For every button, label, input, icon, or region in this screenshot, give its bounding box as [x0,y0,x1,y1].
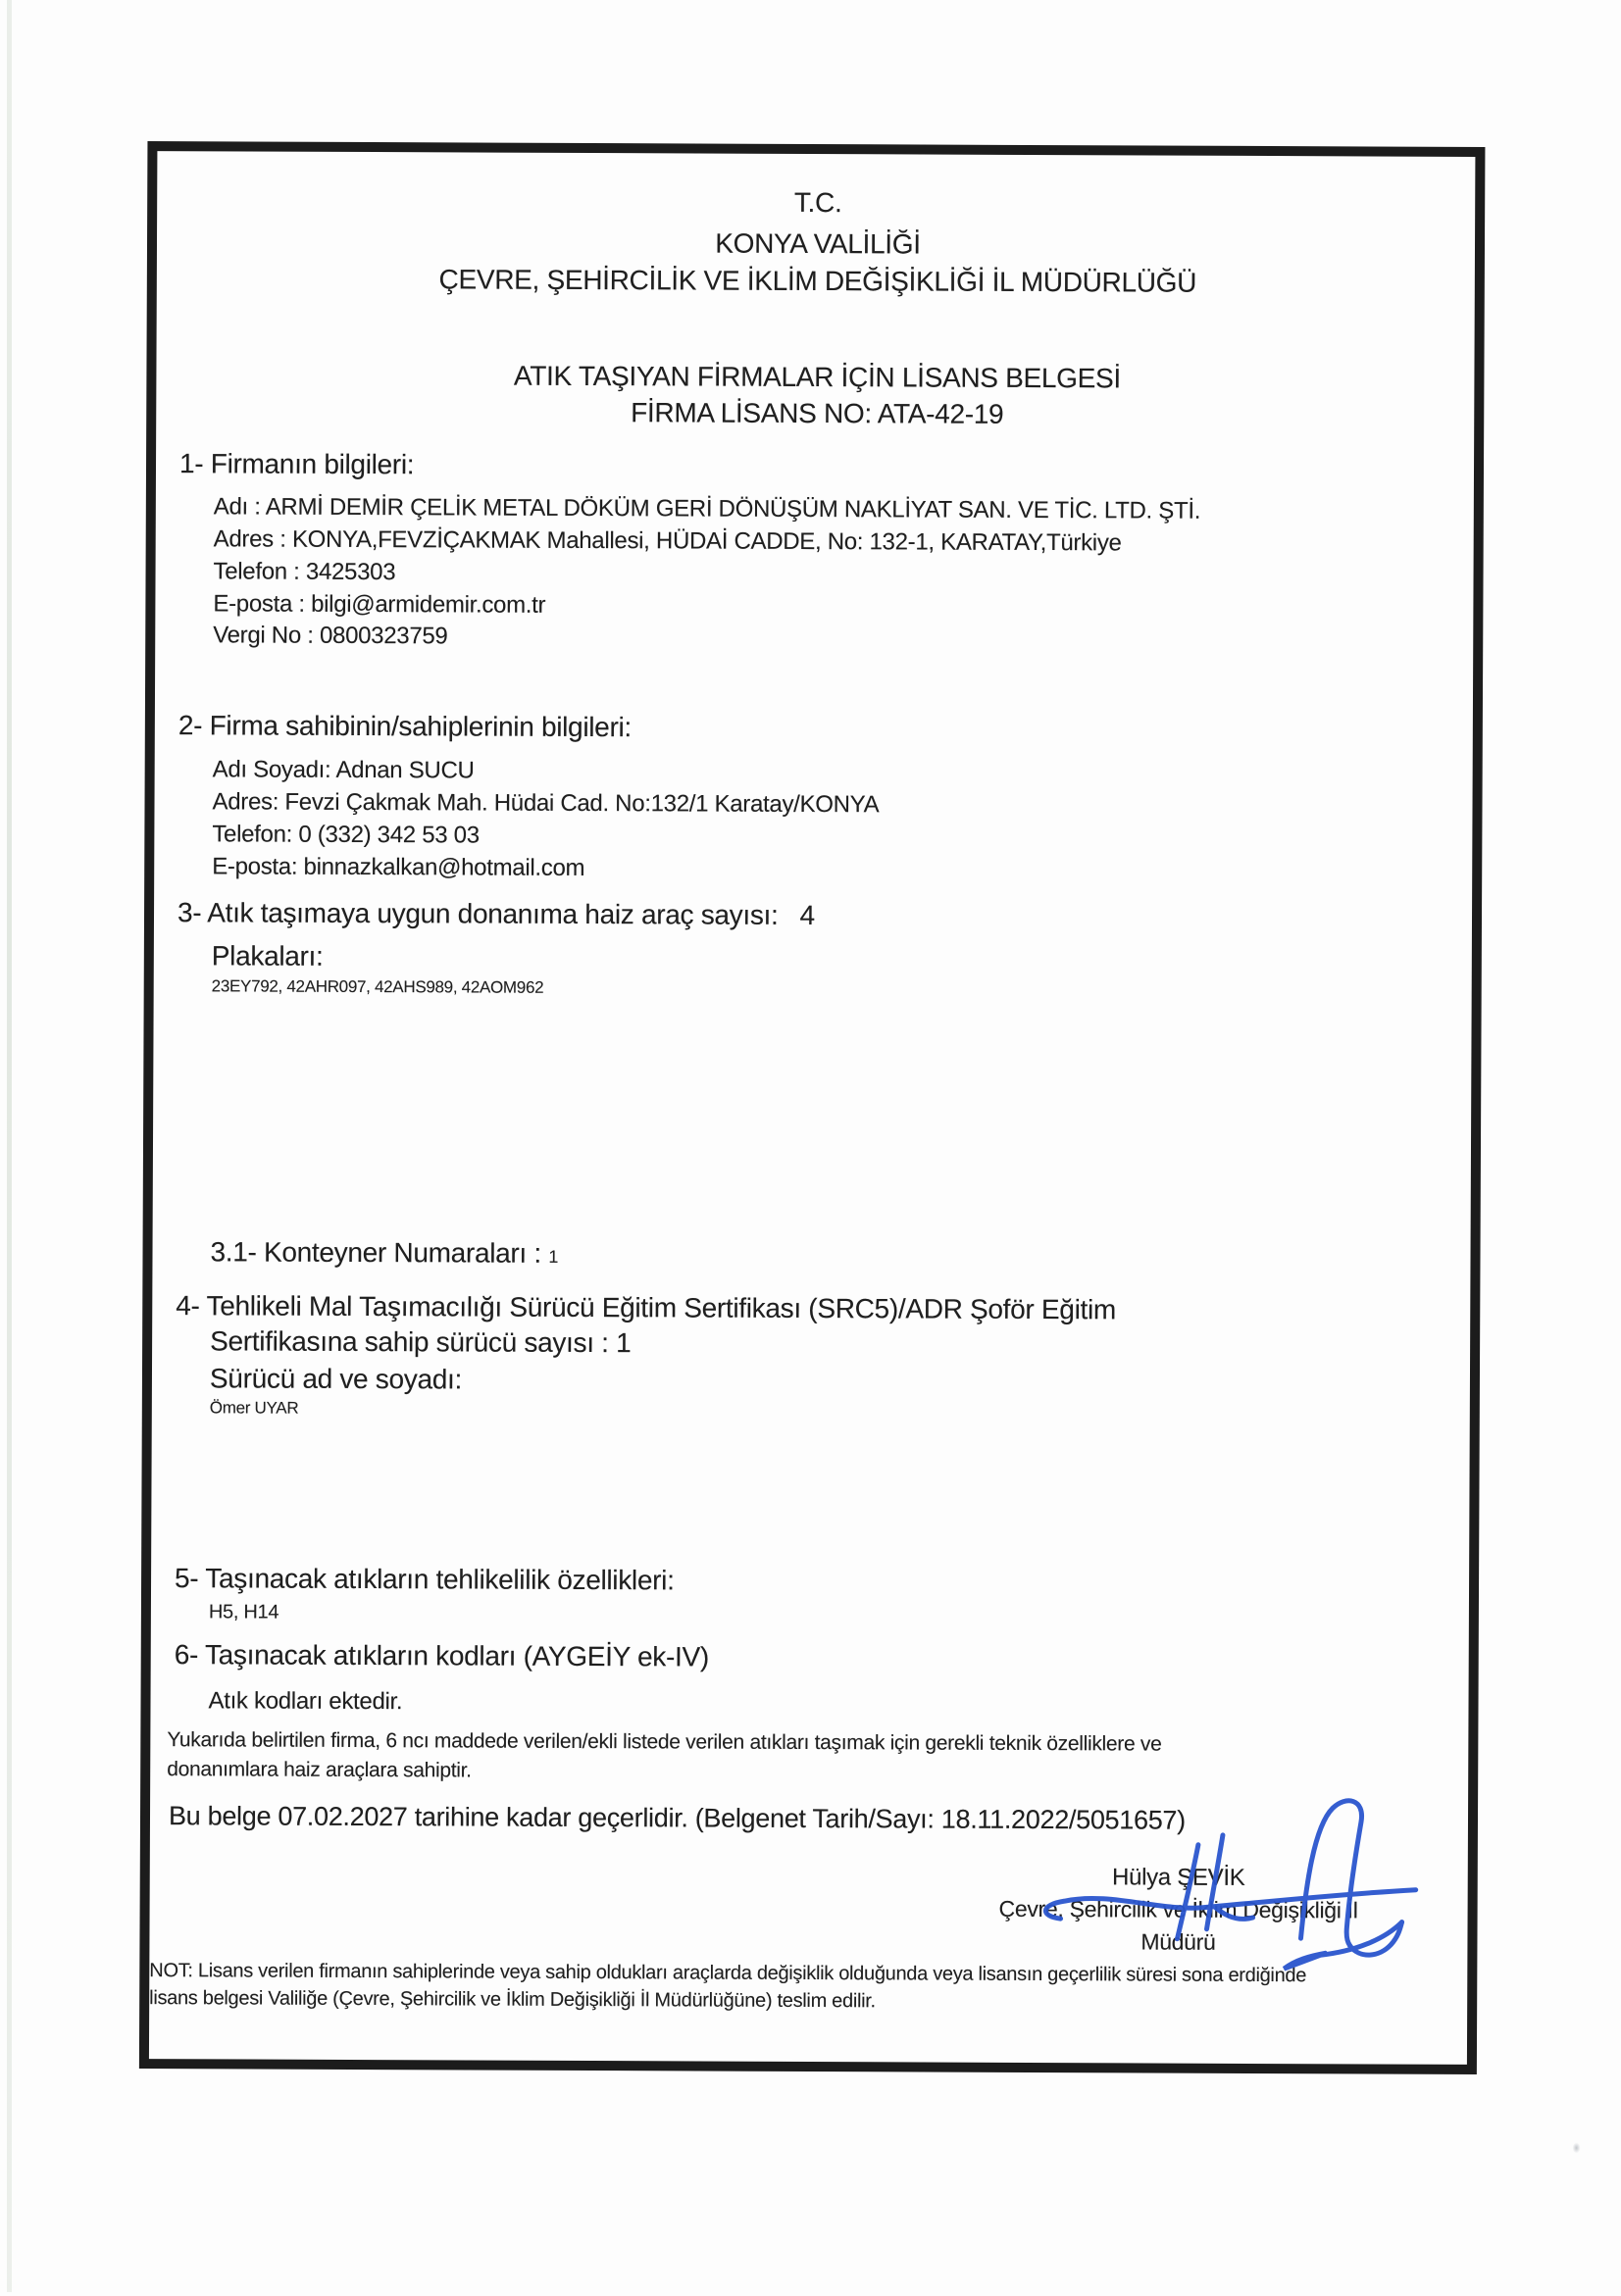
header-country: T.C. [793,186,842,219]
section6-heading: 6- Taşınacak atıkların kodları (AYGEİY ek-IV) [174,1639,709,1672]
scan-speck [1573,2142,1581,2153]
header-directorate: ÇEVRE, ŞEHİRCİLİK VE İKLİM DEĞİŞİKLİĞİ İL MÜDÜRLÜĞÜ [438,264,1197,298]
vehicle-count: 4 [799,899,815,931]
license-number-line: FİRMA LİSANS NO: ATA-42-19 [631,397,1004,429]
statement-line1: Yukarıda belirtilen firma, 6 ncı maddede verilen/ekli listede verilen atıkları taşımak için gerekli teknik özelliklere ve [167,1728,1162,1756]
container-count: 1 [548,1246,559,1267]
company-address: Adres : KONYA,FEVZİÇAKMAK Mahallesi, HÜDAİ CADDE, No: 132-1, KARATAY,Türkiye [213,525,1122,557]
section4-heading-line2: Sertifikasına sahip sürücü sayısı : 1 [210,1325,632,1359]
section1-heading: 1- Firmanın bilgileri: [178,448,415,480]
signature-ink [982,1791,1434,1974]
waste-codes-note: Atık kodları ektedir. [208,1687,403,1716]
company-phone: Telefon : 3425303 [213,558,396,586]
header-governorship: KONYA VALİLİĞİ [715,227,921,260]
section3-heading-text: 3- Atık taşımaya uygun donanıma haiz araç sayısı: [177,897,779,930]
driver-label: Sürücü ad ve soyadı: [209,1363,463,1395]
signer-name: Hülya ŞEVİK [1111,1864,1245,1891]
signer-title-line2: Müdürü [1140,1928,1216,1955]
owner-email: E-posta: binnazkalkan@hotmail.com [212,853,585,881]
validity-line: Bu belge 07.02.2027 tarihine kadar geçerlidir. (Belgenet Tarih/Sayı: 18.11.2022/5051657) [168,1801,1186,1835]
document-title: ATIK TAŞIYAN FİRMALAR İÇİN LİSANS BELGESİ [513,360,1121,394]
section31-heading-text: 3.1- Konteyner Numaraları : [210,1236,541,1269]
section2-heading: 2- Firma sahibinin/sahiplerinin bilgileri: [177,710,632,743]
owner-phone: Telefon: 0 (332) 342 53 03 [212,821,480,849]
company-name: Adı : ARMİ DEMİR ÇELİK METAL DÖKÜM GERİ DÖNÜŞÜM NAKLİYAT SAN. VE TİC. LTD. ŞTİ. [213,493,1201,524]
hazard-codes: H5, H14 [208,1601,279,1623]
owner-name: Adı Soyadı: Adnan SUCU [212,756,475,784]
plates-label: Plakaları: [211,940,324,972]
statement-line2: donanımlara haiz araçlara sahiptir. [167,1758,472,1782]
footer-note-line1: NOT: Lisans verilen firmanın sahiplerinde veya sahip oldukları araçlarda değişiklik olduğunda veya lisansın geçerlilik süresi sona erdiğinde [149,1960,1307,1987]
plates-list: 23EY792, 42AHR097, 42AHS989, 42AOM962 [211,976,544,997]
signer-title-line1: Çevre, Şehircilik ve İklim Değişikliği İl [998,1895,1358,1923]
section4-heading-line1: 4- Tehlikeli Mal Taşımacılığı Sürücü Eğitim Sertifikası (SRC5)/ADR Şoför Eğitim [176,1290,1117,1325]
section5-heading: 5- Taşınacak atıkların tehlikelilik özellikleri: [175,1563,675,1596]
owner-address: Adres: Fevzi Çakmak Mah. Hüdai Cad. No:132/1 Karatay/KONYA [212,788,880,819]
company-tax-no: Vergi No : 0800323759 [213,622,448,650]
company-email: E-posta : bilgi@armidemir.com.tr [213,590,546,619]
section31-heading [210,1235,558,1270]
driver-name: Ömer UYAR [209,1398,299,1418]
footer-note-line2: lisans belgesi Valiliğe (Çevre, Şehircilik ve İklim Değişikliği İl Müdürlüğüne) teslim edilir. [149,1987,876,2013]
section3-heading [177,896,815,931]
